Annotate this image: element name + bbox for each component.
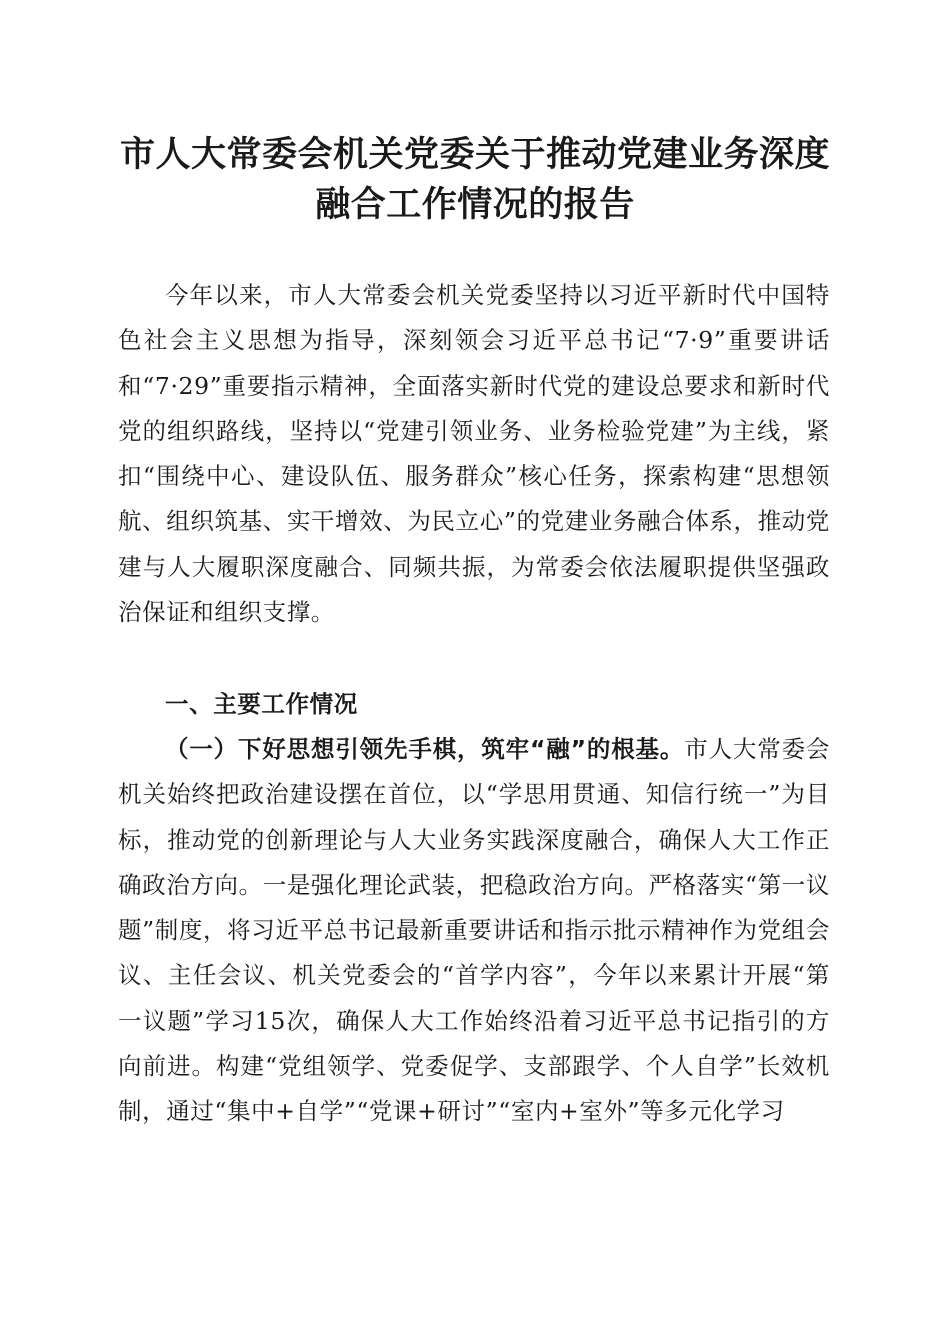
subsection-paragraph [118,727,830,1135]
subsection-body: 市人大常委会机关始终把政治建设摆在首位，以“学思用贯通、知信行统一”为目标，推动党的创新理论与人大业务实践深度融合，确保人大工作正确政治方向。一是强化理论武装，把稳政治方向。严格落实“第一议题”制度，将习近平总书记最新重要讲话和指示批示精神作为党组会议、主任会议、机关党委会的“首学内容”，今年以来累计开展“第一议题”学习15次，确保人大工作始终沿着习近平总书记指引的方向前进。构建“党组领学、党委促学、支部跟学、个人自学”长效机制，通过“集中+自学”“党课+研讨”“室内+室外”等多元化学习 [118,735,831,1126]
document-title [100,130,850,230]
section-heading: 一、主要工作情况 [165,690,358,718]
title-line-1: 市人大常委会机关党委关于推动党建业务深度 [119,134,830,175]
subsection-heading: （一）下好思想引领先手棋，筑牢“融”的根基。 [165,735,685,763]
title-line-2: 融合工作情况的报告 [315,184,635,225]
intro-paragraph: 今年以来，市人大常委会机关党委坚持以习近平新时代中国特色社会主义思想为指导，深刻领会习近平总书记“7·9”重要讲话和“7·29”重要指示精神，全面落实新时代党的建设总要求和新时代党的组织路线，坚持以“党建引领业务、业务检验党建”为主线，紧扣“围绕中心、建设队伍、服务群众”核心任务，探索构建“思想领航、组织筑基、实干增效、为民立心”的党建业务融合体系，推动党建与人大履职深度融合、同频共振，为常委会依法履职提供坚强政治保证和组织支撑。 [118,281,830,627]
